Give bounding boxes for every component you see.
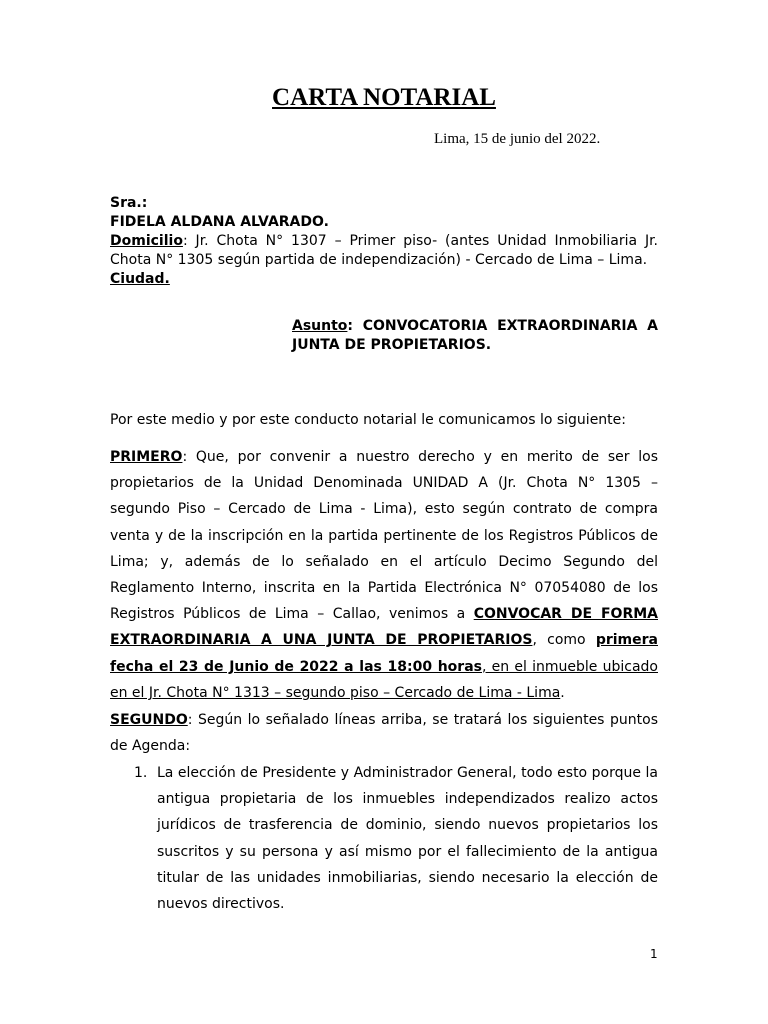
segundo-text: : Según lo señalado líneas arriba, se tratará los siguientes puntos de Agenda:	[110, 712, 658, 755]
convocar-text: CONVOCAR DE FORMA EXTRAORDINARIA A UNA JUNTA DE PROPIETARIOS	[110, 606, 658, 649]
letter-date: Lima, 15 de junio del 2022.	[434, 131, 601, 147]
document-title: CARTA NOTARIAL	[272, 84, 496, 111]
agenda-item-number: 1.	[134, 765, 148, 781]
page-number: 1	[650, 947, 658, 961]
list-item	[110, 760, 658, 917]
subject-label: Asunto	[292, 318, 348, 334]
recipient-block	[110, 194, 658, 289]
subject-text: : CONVOCATORIA EXTRAORDINARIA A JUNTA DE PROPIETARIOS.	[292, 318, 658, 353]
primero-text-3: , en el inmueble ubicado en el Jr. Chota N° 1313 – segundo piso – Cercado de Lima - Lima	[110, 658, 658, 701]
recipient-name: FIDELA ALDANA ALVARADO.	[110, 214, 329, 230]
domicilio-text: : Jr. Chota N° 1307 – Primer piso- (antes Unidad Inmobiliaria Jr. Chota N° 1305 según partida de independización) - Cercado de Lima – Lima.	[110, 233, 658, 268]
subject-block	[292, 317, 658, 355]
salutation: Sra.:	[110, 195, 148, 211]
agenda-list	[110, 760, 658, 917]
segundo-paragraph	[110, 707, 658, 759]
primero-text-1: : Que, por convenir a nuestro derecho y en merito de ser los propietarios de la Unidad Denominada UNIDAD A (Jr. Chota N° 1305 – segundo Piso – Cercado de Lima - Lima), esto según contrato de compra venta y de la inscripción en la partida pertinente de los Registros Públicos de Lima; y, además de lo señalado en el artículo Decimo Segundo del Reglamento Interno, inscrita en la Partida Electrónica N° 07054080 de los Registros Públicos de Lima – Callao, venimos a	[110, 449, 658, 623]
fecha-text: primera fecha el 23 de Junio de 2022 a las 18:00 horas	[110, 632, 658, 675]
city-label: Ciudad.	[110, 271, 170, 287]
agenda-item-text: La elección de Presidente y Administrador General, todo esto porque la antigua propietaria de los inmuebles independizados realizo actos jurídicos de trasferencia de dominio, siendo nuevos propietarios los suscritos y su persona y así mismo por el fallecimiento de la antigua titular de las unidades inmobiliarias, siendo necesario la elección de nuevos directivos.	[157, 765, 658, 913]
primero-text-4: .	[560, 684, 565, 701]
primero-paragraph	[110, 444, 658, 706]
intro-paragraph: Por este medio y por este conducto notarial le comunicamos lo siguiente:	[110, 412, 626, 428]
segundo-label: SEGUNDO	[110, 712, 188, 728]
primero-text-2: , como	[532, 632, 596, 649]
domicilio-label: Domicilio	[110, 233, 183, 249]
primero-label: PRIMERO	[110, 449, 183, 465]
domicilio-line	[110, 232, 658, 270]
